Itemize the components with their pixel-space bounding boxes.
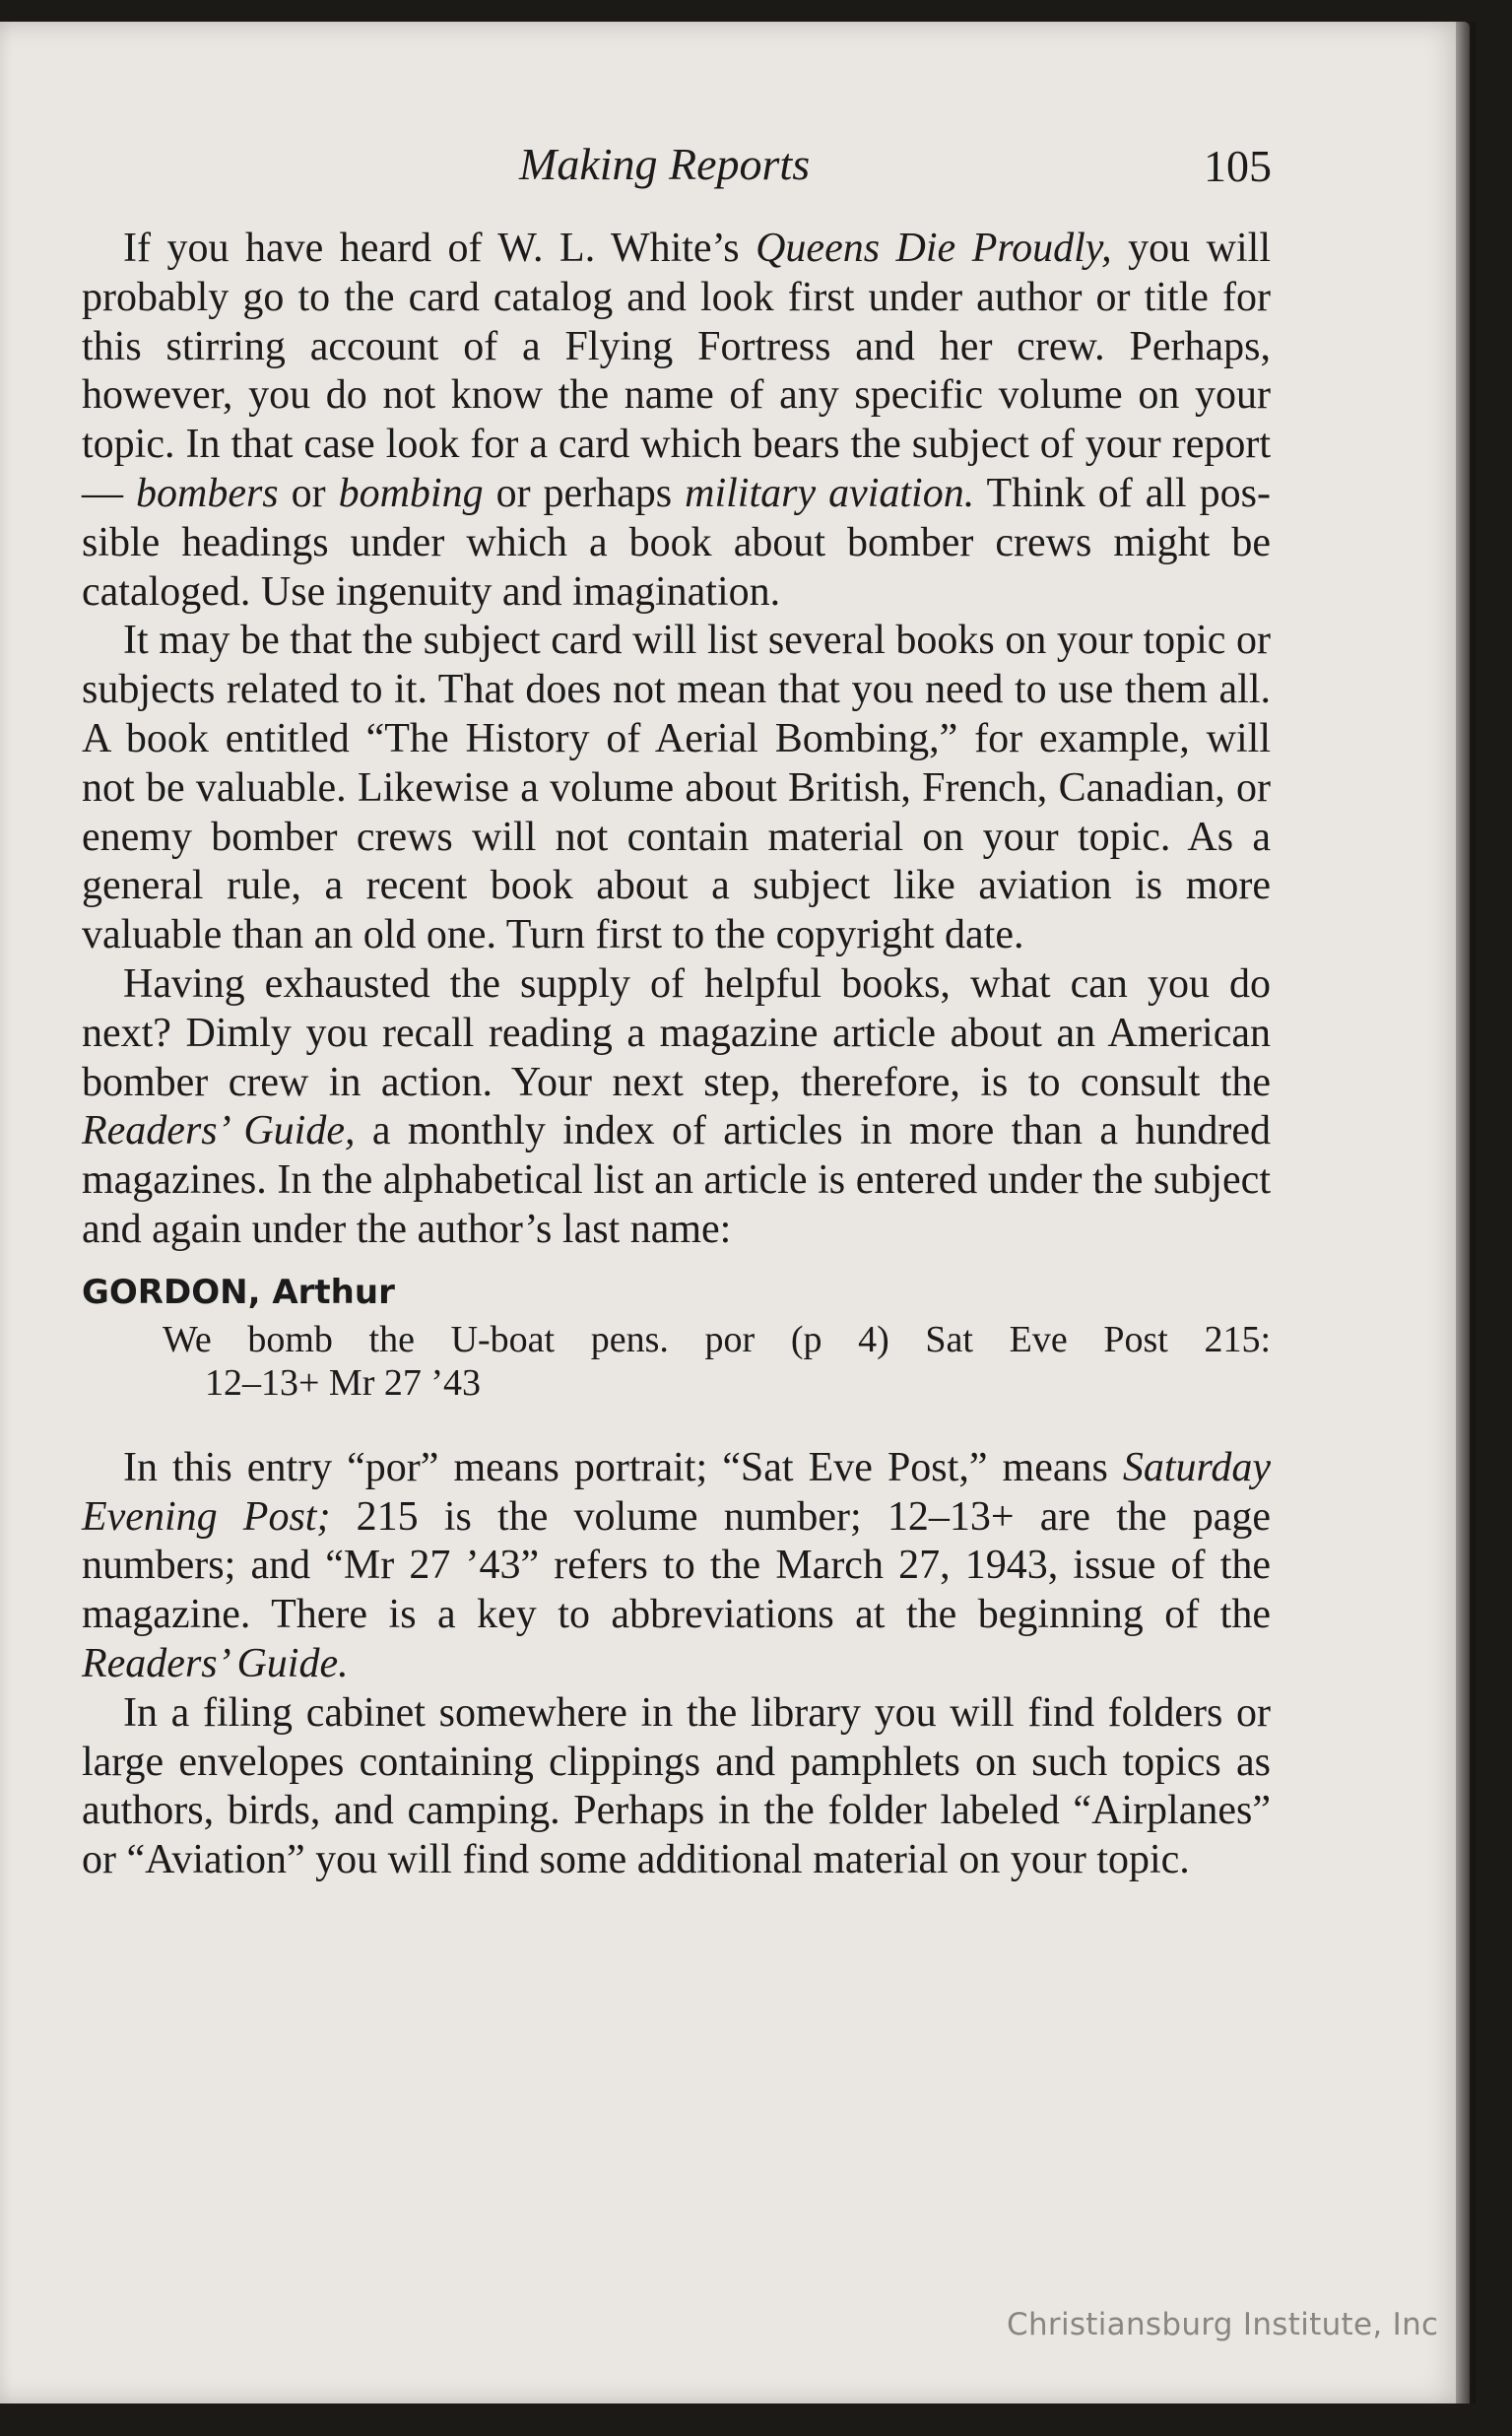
entry-author: GORDON, Arthur [82,1272,395,1312]
paragraph-3: Having exhausted the supply of helpful books, what can you do next? Dimly you recall reading a magazine article about an American bomber crew in action. Your next step, therefore, is to consult the Readers’ Guide, a monthly index of articles in more than a hundred magazines. In the alphabetical list an article is entered under the subject and again under the author’s last name: [82,960,1271,1252]
subject-italic: bombers [135,470,279,516]
subject-italic: military aviation. [685,470,975,516]
running-title: Making Reports [519,139,811,189]
page-number: 105 [1204,141,1272,191]
book-title-italic: Queens Die Proudly, [756,226,1112,271]
magazine-title-italic: Saturday Evening Post; [82,1444,1271,1540]
index-entry-example [82,1267,1271,1405]
running-head [0,138,1470,197]
page-edge-shadow [1456,22,1476,2403]
paragraph-5: In a filing cabinet somewhere in the library you will find folders or large envelopes containing clippings and pamphlets on such topics as authors, birds, and camping. Perhaps in the folder labeled “Airplanes” or “Aviation” you will find some additional material on your topic. [82,1689,1271,1883]
entry-citation-line-2: 12–13+ Mr 27 ’43 [205,1361,482,1404]
index-title-italic: Readers’ Guide. [82,1640,349,1686]
spacer [82,1405,1271,1444]
entry-citation-line-1: We bomb the U-boat pens. por (p 4) Sat Eve Post 215: [163,1318,1271,1360]
body-text [82,225,1271,1885]
paragraph-2: It may be that the subject card will list several books on your topic or subjects related to it. That does not mean that you need to use them all. A book entitled “The History of Aerial Bombing,” for example, will not be valuable. Likewise a volume about British, French, Canadian, or enemy bomber crews will not contain material on your topic. As a general rule, a recent book about a subject like aviation is more valuable than an old one. Turn first to the copyright date. [82,618,1271,958]
paragraph-1: If you have heard of W. L. White’s Queens Die Proudly, you will probably go to the card catalog and look first under author or title for this stirring account of a Flying Fortress and her crew. Perhaps, however, you do not know the name of any specific volume on your topic. In that case look for a card which bears the subject of your report — bombers or bombing or perhaps military aviation. Think of all possible headings under which a book about bomber crews might be cataloged. Use ingenuity and imagination. [82,226,1271,615]
subject-italic: bombing [338,470,484,516]
paragraph-4: In this entry “por” means portrait; “Sat Eve Post,” means Saturday Evening Post; 215 is the volume number; 12–13+ are the page numbers; and “Mr 27 ’43” refers to the March 27, 1943, issue of the magazine. There is a key to abbreviations at the beginning of the Readers’ Guide. [82,1444,1272,1686]
watermark: Christiansburg Institute, Inc [1007,2307,1439,2342]
index-title-italic: Readers’ Guide, [82,1108,356,1154]
